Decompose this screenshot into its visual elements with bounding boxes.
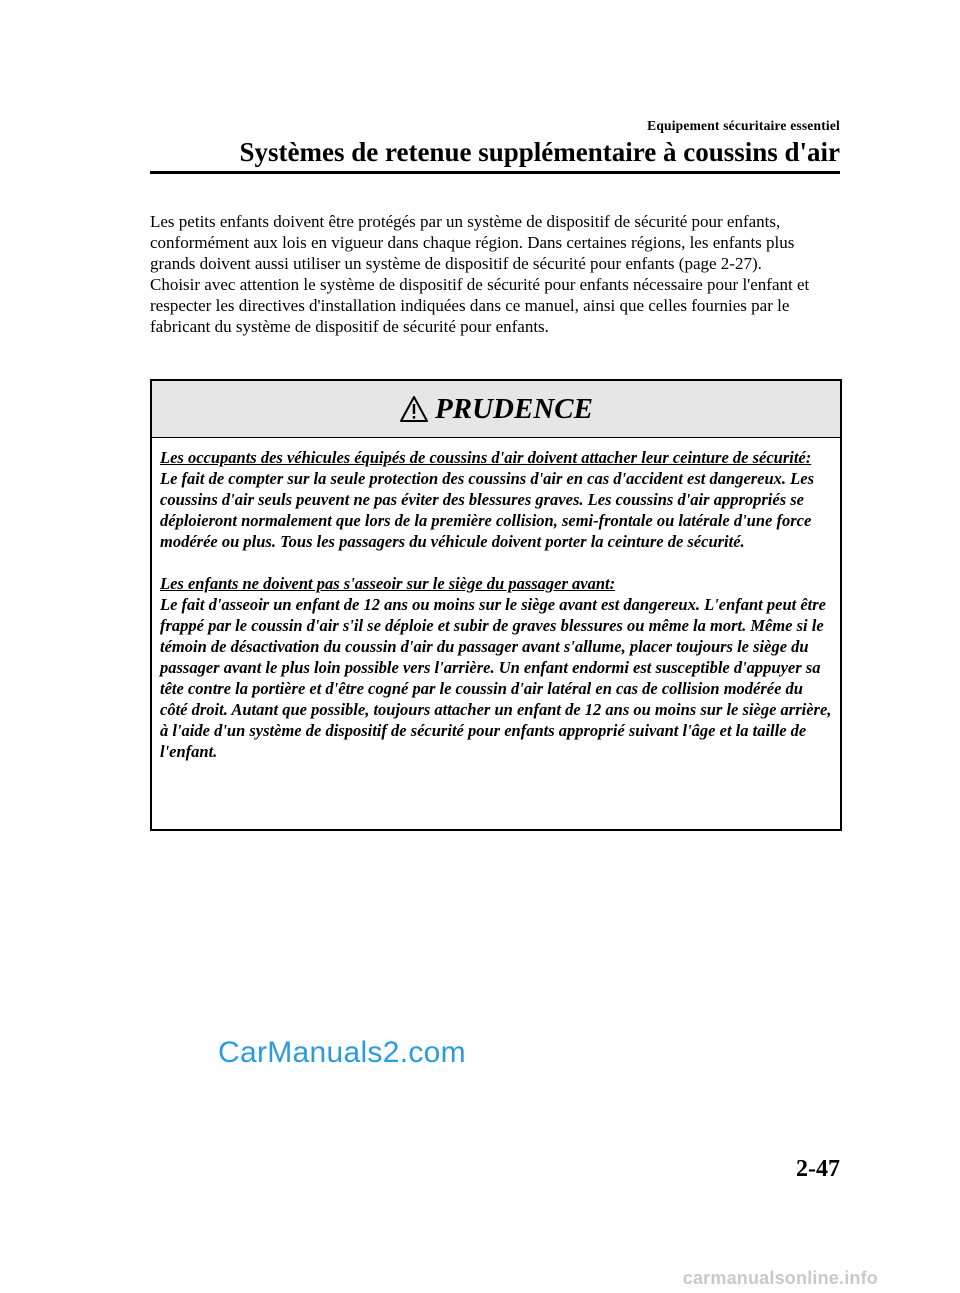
watermark-logo: CarManuals2.com — [218, 1036, 466, 1069]
caution-box — [150, 379, 842, 831]
header-divider — [150, 171, 840, 174]
intro-text — [150, 211, 840, 337]
intro-paragraph: Choisir avec attention le système de dispositif de sécurité pour enfants nécessaire pour l'enfant et respecter les directives d'installation indiquées dans ce manuel, ainsi que celles fournies par le fabricant du système de dispositif de sécurité pour enfants. — [150, 275, 810, 336]
page-number: 2-47 — [796, 1156, 840, 1182]
section-label: Equipement sécuritaire essentiel — [647, 118, 840, 133]
caution-heading: Les enfants ne doivent pas s'asseoir sur le siège du passager avant: — [160, 574, 616, 593]
caution-header — [152, 381, 840, 438]
warning-triangle-icon — [399, 395, 429, 423]
caution-text: Le fait de compter sur la seule protection des coussins d'air en cas d'accident est dangereux. Les coussins d'air seuls peuvent ne pas éviter des blessures graves. Les coussins d'air appropriés se déploieront normalement que lors de la première collision, semi-frontale ou latérale d'une force modérée ou plus. Tous les passagers du véhicule doivent porter la ceinture de sécurité. — [160, 469, 815, 551]
caution-body — [152, 438, 840, 762]
caution-title: PRUDENCE — [435, 392, 593, 425]
chapter-title: Systèmes de retenue supplémentaire à coussins d'air — [239, 137, 840, 167]
intro-paragraph: Les petits enfants doivent être protégés par un système de dispositif de sécurité pour enfants, conformément aux lois en vigueur dans chaque région. Dans certaines régions, les enfants plus grands doivent aussi utiliser un système de dispositif de sécurité pour enfants (page 2-27). — [150, 212, 795, 273]
caution-text: Le fait d'asseoir un enfant de 12 ans ou moins sur le siège avant est dangereux. L'enfant peut être frappé par le coussin d'air s'il se déploie et subir de graves blessures ou même la mort. Même si le témoin de désactivation du coussin d'air du passager avant s'allume, placer toujours le siège du passager avant le plus loin possible vers l'arrière. Un enfant endormi est susceptible d'appuyer sa tête contre la portière et d'être cogné par le coussin d'air latéral en cas de collision modérée du côté droit. Autant que possible, toujours attacher un enfant de 12 ans ou moins sur le siège arrière, à l'aide d'un système de dispositif de sécurité pour enfants approprié suivant l'âge et la taille de l'enfant. — [160, 595, 832, 761]
footer-watermark: carmanualsonline.info — [682, 1268, 878, 1288]
caution-heading: Les occupants des véhicules équipés de coussins d'air doivent attacher leur ceinture de sécurité: — [160, 448, 812, 467]
